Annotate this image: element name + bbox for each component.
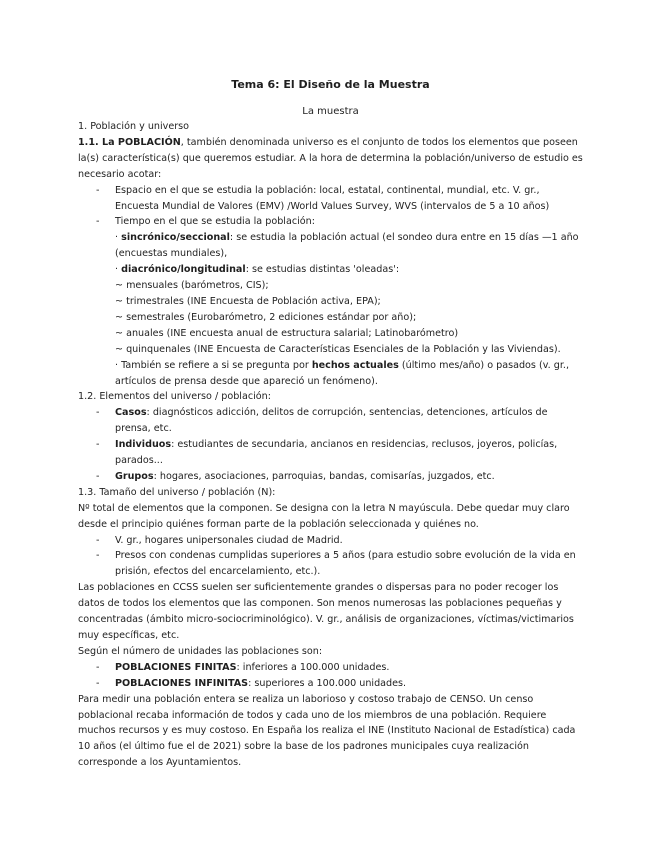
poblacion-term: POBLACIÓN (117, 136, 181, 148)
sincronico-line (115, 230, 583, 262)
infinitas-term: POBLACIONES INFINITAS (115, 677, 249, 689)
diacronico-line (115, 262, 583, 278)
elementos-list (78, 405, 583, 485)
section-1-3-heading: 1.3. Tamaño del universo / población (N): (78, 486, 276, 498)
hechos-prefix: · También se refiere a si se pregunta por (115, 359, 312, 371)
list-item-tiempo (78, 214, 583, 389)
grupos-term: Grupos (115, 470, 154, 482)
casos-text: : diagnósticos adicción, delitos de corrupción, sentencias, detenciones, artículos de prensa, etc. (115, 407, 548, 435)
s13-paragraph-2: Las poblaciones en CCSS suelen ser suficientemente grandes o dispersas para no poder recoger los datos de todos los elementos que las componen. Son menos numerosas las poblaciones pequeñas y concentradas (ámbito micro-sociocriminológico). V. gr., análisis de organizaciones, víctimas/victimarios muy específicas, etc. (78, 582, 574, 641)
individuos-text: : estudiantes de secundaria, ancianos en residencias, reclusos, joyeros, policías, parados... (115, 439, 558, 467)
s11-num: 1.1. La (78, 136, 118, 148)
hechos-line (115, 358, 583, 390)
poblaciones-list (78, 660, 583, 692)
hechos-text: (último mes/año) o pasados (v. gr., artículos de prensa desde que apareció un fenómeno). (115, 359, 570, 387)
sincronico-term: sincrónico/seccional (121, 232, 230, 244)
quinquenales-line: ~ quinquenales (INE Encuesta de Características Esenciales de la Población y las Viviendas). (115, 343, 561, 355)
section-1-heading: 1. Población y universo (78, 121, 190, 132)
diacronico-prefix: · (115, 264, 122, 276)
section-1-2-heading: 1.2. Elementos del universo / población: (78, 391, 271, 403)
list-item-ejemplo-1: - V. gr., hogares unipersonales ciudad de Madrid. (78, 533, 583, 549)
acotar-list (78, 183, 583, 390)
grupos-text: : hogares, asociaciones, parroquias, bandas, comisarías, juzgados, etc. (153, 470, 495, 482)
anuales-line: ~ anuales (INE encuesta anual de estructura salarial; Latinobarómetro) (115, 327, 459, 339)
trimestrales-line: ~ trimestrales (INE Encuesta de Población activa, EPA); (115, 295, 381, 307)
list-item-finitas (78, 660, 583, 676)
tiempo-text: Tiempo en el que se estudia la población: (115, 216, 315, 228)
section-1-1-paragraph (78, 135, 583, 183)
document-title: Tema 6: El Diseño de la Muestra (231, 78, 430, 91)
s13-paragraph-1: Nº total de elementos que la componen. Se designa con la letra N mayúscula. Debe quedar muy claro desde el principio quiénes forman parte de la población seleccionada y quiénes no. (78, 502, 570, 530)
espacio-text: Espacio en el que se estudia la población: local, estatal, continental, mundial, etc. V. gr., Encuesta Mundial de Valores (EMV) /World Values Survey, WVS (intervalos de 5 a 10 años) (115, 184, 550, 212)
diacronico-term: diacrónico/longitudinal (121, 264, 246, 276)
infinitas-text: : superiores a 100.000 unidades. (248, 677, 407, 689)
s13-paragraph-3: Según el número de unidades las poblaciones son: (78, 645, 323, 657)
list-item-individuos (78, 437, 583, 469)
individuos-term: Individuos (115, 439, 172, 451)
mensuales-line: ~ mensuales (barómetros, CIS); (115, 280, 269, 292)
list-item-casos (78, 405, 583, 437)
ejemplos-list (78, 533, 583, 581)
sincronico-text: : se estudia la población actual (el sondeo dura entre en 15 días —1 año (encuestas mundiales), (115, 232, 579, 260)
list-item-ejemplo-2: - Presos con condenas cumplidas superiores a 5 años (para estudio sobre evolución de la vida en prisión, efectos del encarcelamiento, etc.). (78, 548, 583, 580)
list-item-infinitas (78, 676, 583, 692)
sincronico-prefix: · (115, 232, 122, 244)
casos-term: Casos (115, 407, 147, 419)
list-item-grupos (78, 469, 583, 485)
document-page (78, 78, 583, 771)
semestrales-line: ~ semestrales (Eurobarómetro, 2 ediciones estándar por año); (115, 311, 417, 323)
list-item-espacio (78, 183, 583, 215)
s11-text: , también denominada universo es el conjunto de todos los elementos que poseen la(s) característica(s) que queremos estudiar. A la hora de determina la población/universo de estudio es necesario acotar: (78, 136, 583, 180)
s13-paragraph-4: Para medir una población entera se realiza un laborioso y costoso trabajo de CENSO. Un censo poblacional recaba información de todos y cada uno de los miembros de una población. Requiere muchos recursos y es muy costoso. En España los realiza el INE (Instituto Nacional de Estadística) cada 10 años (el último fue el de 2021) sobre la base de los padrones municipales cuya realización corresponde a los Ayuntamientos. (78, 693, 576, 769)
hechos-term: hechos actuales (311, 359, 399, 371)
finitas-text: : inferiores a 100.000 unidades. (236, 661, 390, 673)
diacronico-text: : se estudias distintas 'oleadas': (245, 264, 400, 276)
section-subtitle: La muestra (302, 106, 359, 117)
finitas-term: POBLACIONES FINITAS (115, 661, 237, 673)
